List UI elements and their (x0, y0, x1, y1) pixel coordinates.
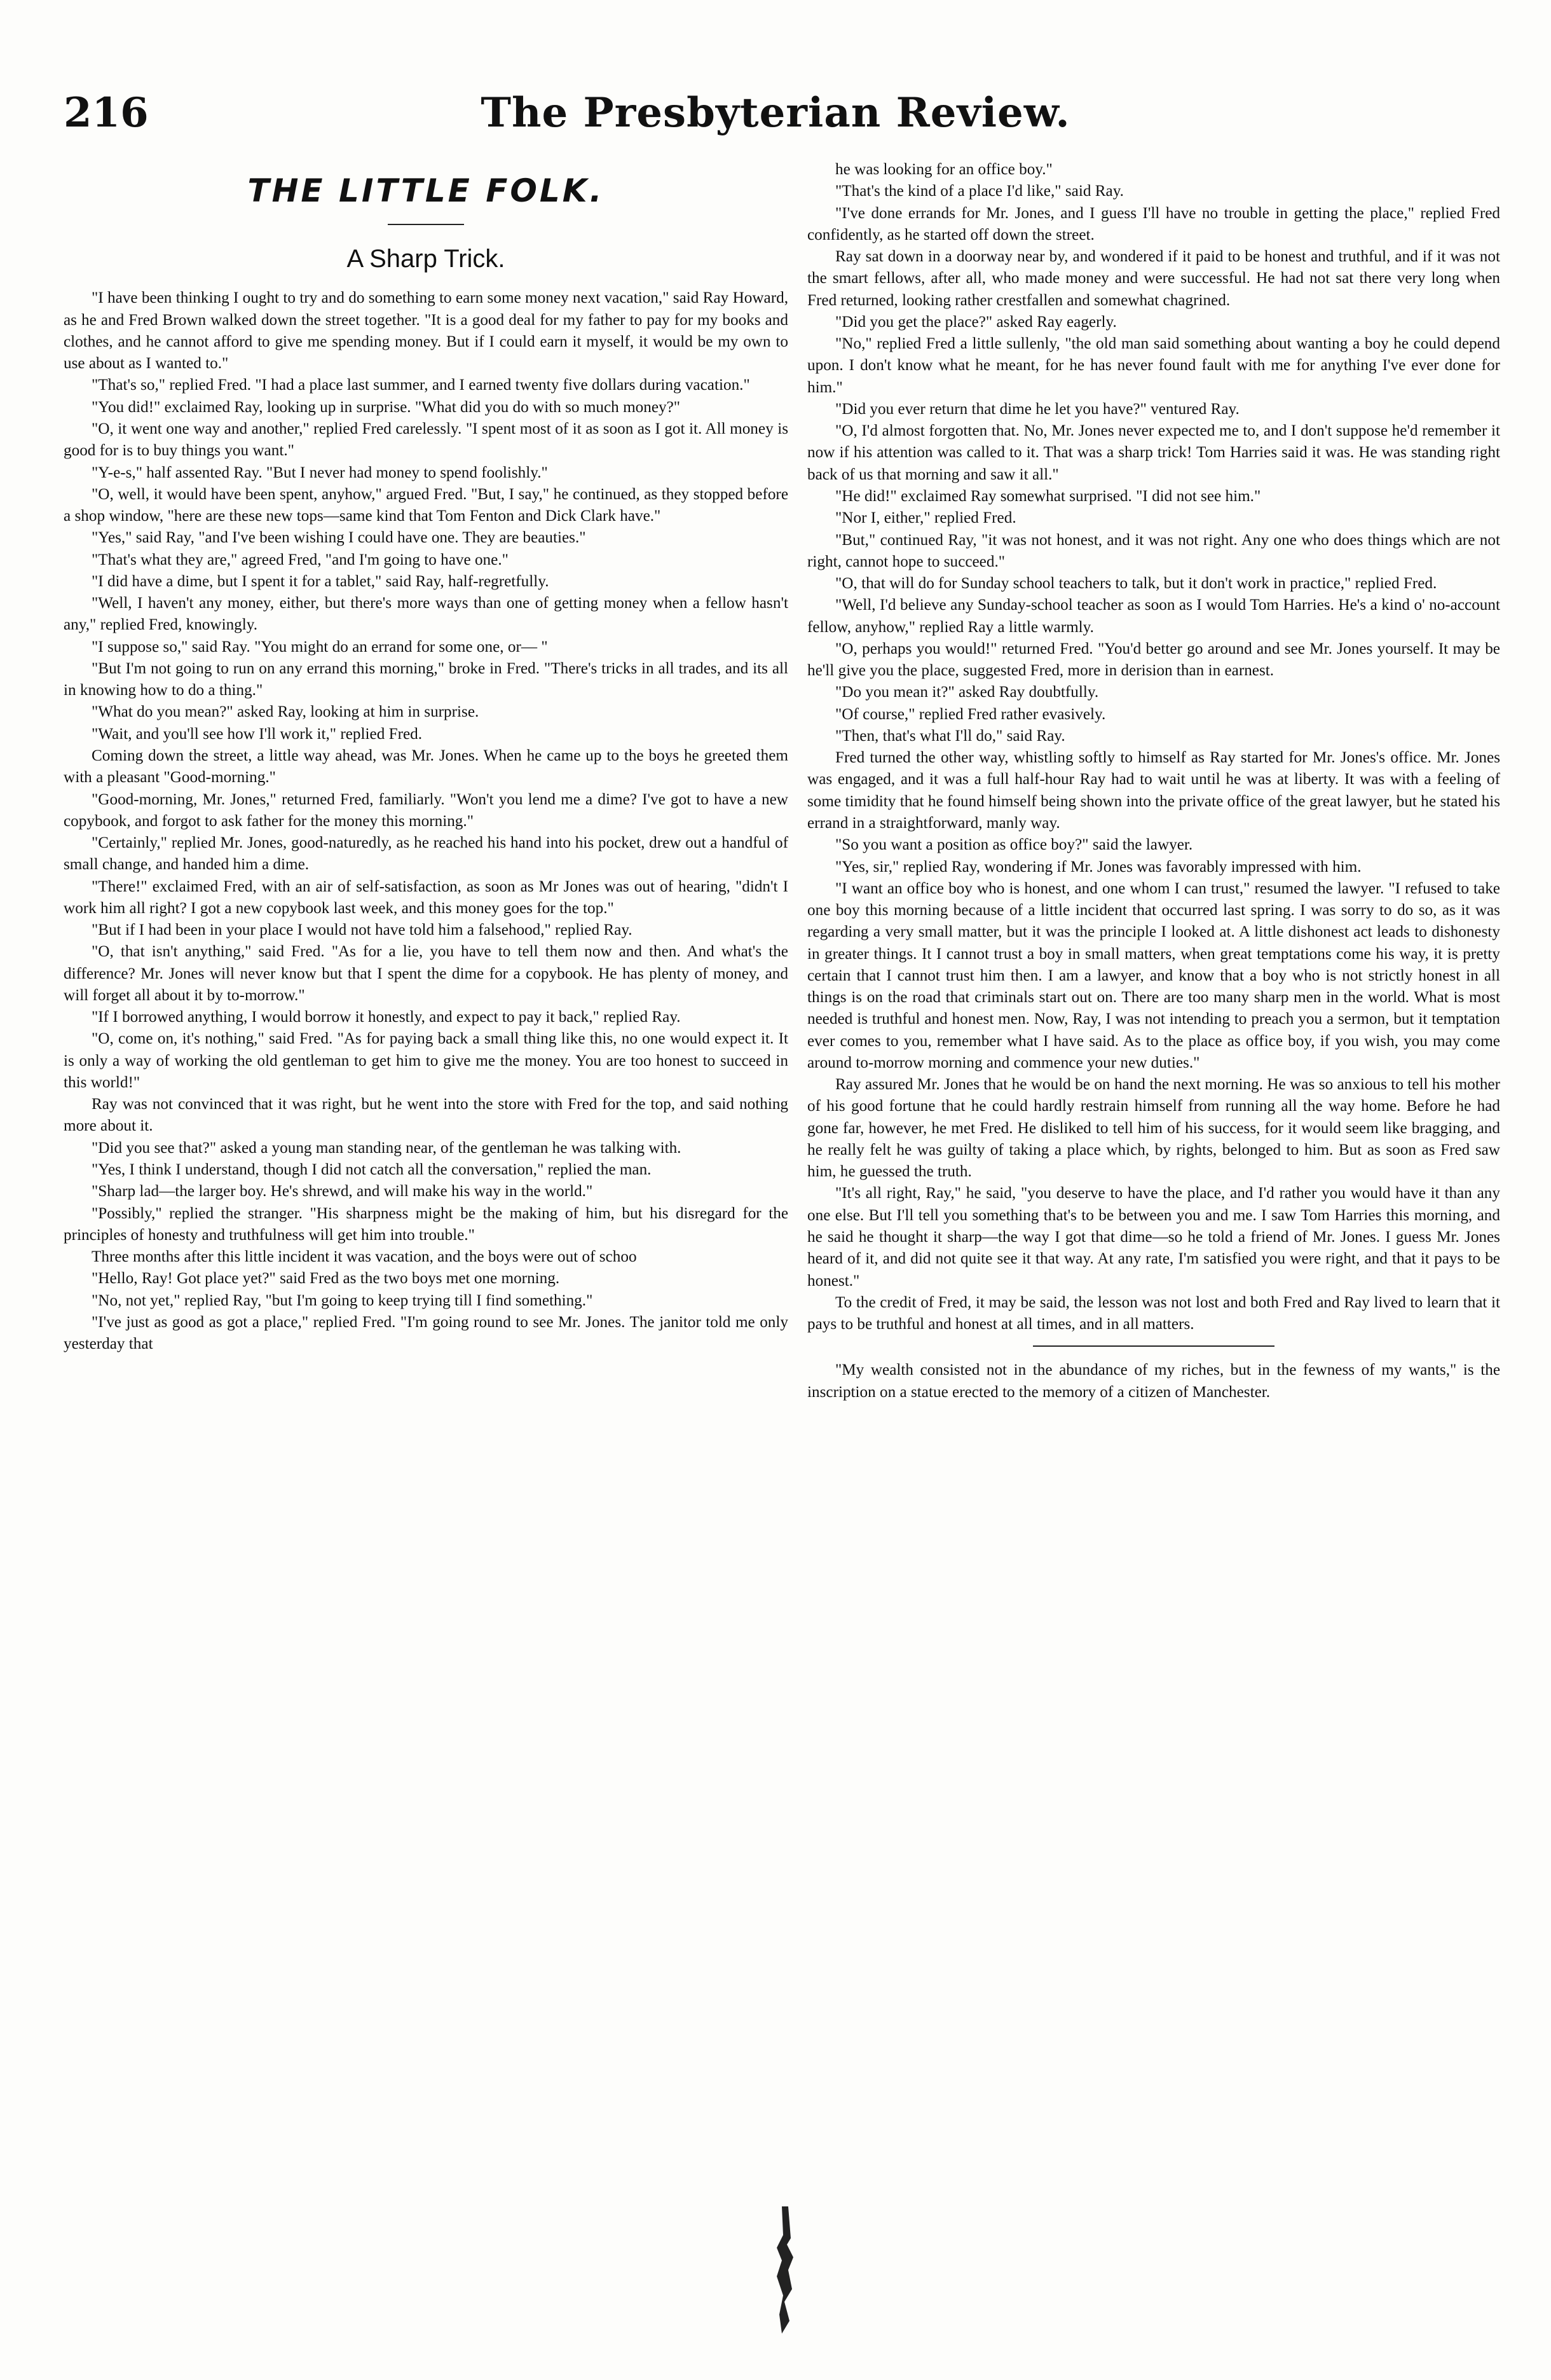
story-paragraph: "Nor I, either," replied Fred. (835, 509, 1016, 527)
story-paragraph: "No," replied Fred a little sullenly, "the old man said something about wanting a boy he could depend upon. I don't know what he meant, for he has never found fault with me for anything I've ever done for him." (807, 335, 1500, 396)
story-paragraph: "I've done errands for Mr. Jones, and I guess I'll have no trouble in getting the place," replied Fred confidently, as he started off down the street. (807, 204, 1500, 244)
story-paragraph: Ray sat down in a doorway near by, and wondered if it paid to be honest and truthful, and if it was not the smart fellows, after all, who made money and were successful. He had not sat there very long when Fred returned, looking rather crestfallen and somewhat chagrined. (807, 248, 1500, 309)
story-paragraph: "Did you ever return that dime he let you have?" ventured Ray. (835, 400, 1240, 418)
story-paragraph: "If I borrowed anything, I would borrow it honestly, and expect to pay it back," replied Ray. (92, 1008, 681, 1026)
left-paragraphs (64, 287, 788, 1355)
story-paragraph: "Good-morning, Mr. Jones," returned Fred, familiarly. "Won't you lend me a dime? I've got to have a new copybook, and forgot to ask father for the money this morning." (64, 790, 788, 830)
story-paragraph: "I have been thinking I ought to try and do something to earn some money next vacation," said Ray Howard, as he and Fred Brown walked down the street together. "It is a good deal for my father to pay for my books and clothes, and he cannot afford to give me spending money. But if I could earn it myself, it would be my own to use about as I wanted to." (64, 289, 788, 373)
story-paragraph: "Hello, Ray! Got place yet?" said Fred as the two boys met one morning. (92, 1270, 560, 1288)
right-paragraphs (807, 159, 1500, 1335)
story-paragraph: "Y-e-s," half assented Ray. "But I never had money to spend foolishly." (92, 464, 548, 481)
story-paragraph: "O, well, it would have been spent, anyhow," argued Fred. "But, I say," he continued, as they stopped before a shop window, "here are these new tops—same kind that Tom Fenton and Dick Clark have." (64, 485, 788, 525)
story-paragraph: "I want an office boy who is honest, and one whom I can trust," resumed the lawyer. "I refused to take one boy this morning because of a little incident that occurred last spring. I was sorry to do so, as it was regarding a very small matter, but it was the principle I looked at. A little dishonest act leads to dishonesty in greater things. It I cannot trust a boy in small matters, when great temptations come his way, it is pretty certain that I cannot trust him then. I am a lawyer, and know that a boy who is not strictly honest in all things is on the road that criminals start out on. There are too many sharp men in the world. What is most needed is truthful and honest men. Now, Ray, I was not intending to preach you a sermon, but it temptation ever comes to you, remember what I have said. As to the place as office boy, if you wish, you may come around to-morrow morning and commence your new duties." (807, 879, 1500, 1071)
story-paragraph: "It's all right, Ray," he said, "you deserve to have the place, and I'd rather you would have it than any one else. But I'll tell you something that's to be between you and me. I saw Tom Harries this morning, and he said he thought it sharp—the way I got that dime—so he told a friend of Mr. Jones. I guess Mr. Jones heard of it, and did not quite see it that way. At any rate, I'm satisfied you were right, and that it pays to be honest." (807, 1185, 1500, 1290)
pointing-hand-ornament-icon (763, 2200, 807, 2340)
story-paragraph: "But if I had been in your place I would not have told him a falsehood," replied Ray. (92, 921, 632, 939)
story-paragraph: "There!" exclaimed Fred, with an air of self-satisfaction, as soon as Mr Jones was out of hearing, "didn't I work him all right? I got a new copybook last week, and this money goes for the top." (64, 877, 788, 917)
story-paragraph: "No, not yet," replied Ray, "but I'm going to keep trying till I find something." (92, 1291, 593, 1309)
story-paragraph: To the credit of Fred, it may be said, the lesson was not lost and both Fred and Ray lived to learn that it pays to be truthful and honest at all times, and in all matters. (807, 1293, 1500, 1333)
story-paragraph: "Do you mean it?" asked Ray doubtfully. (835, 684, 1099, 701)
story-paragraph: "Of course," replied Fred rather evasively. (835, 705, 1106, 723)
story-paragraph: "But I'm not going to run on any errand this morning," broke in Fred. "There's tricks in all trades, and its all in knowing how to do a thing." (64, 659, 788, 699)
story-paragraph: "Did you see that?" asked a young man standing near, of the gentleman he was talking with. (92, 1139, 681, 1157)
story-paragraph: "He did!" exclaimed Ray somewhat surprised. "I did not see him." (835, 487, 1261, 505)
story-paragraph: "Certainly," replied Mr. Jones, good-naturedly, as he reached his hand into his pocket, drew out a handful of small change, and handed him a dime. (64, 834, 788, 874)
story-paragraph: "Did you get the place?" asked Ray eagerly. (835, 313, 1117, 331)
page-header (64, 89, 1487, 146)
story-paragraph: "That's what they are," agreed Fred, "and I'm going to have one." (92, 551, 509, 568)
story-paragraph: "Yes, sir," replied Ray, wondering if Mr. Jones was favorably impressed with him. (835, 858, 1362, 876)
story-paragraph: he was looking for an office boy." (835, 161, 1053, 178)
story-paragraph: "Possibly," replied the stranger. "His sharpness might be the making of him, but his disregard for the principles of honesty and truthfulness will get him into trouble." (64, 1204, 788, 1244)
manchester-quote: "My wealth consisted not in the abundance of my riches, but in the fewness of my wants," is the inscription on a statue erected to the memory of a citizen of Manchester. (807, 1361, 1500, 1401)
story-paragraph: "But," continued Ray, "it was not honest, and it was not right. Any one who does things which are not right, cannot hope to succeed." (807, 531, 1500, 570)
story-paragraph: "O, come on, it's nothing," said Fred. "As for paying back a small thing like this, no one would expect it. It is only a way of working the old gentleman to get him to give me the money. You are too honest to succeed in this world!" (64, 1030, 788, 1091)
story-paragraph: Ray was not convinced that it was right, but he went into the store with Fred for the top, and said nothing more about it. (64, 1096, 788, 1135)
right-column (807, 159, 1500, 1403)
story-paragraph: "You did!" exclaimed Ray, looking up in surprise. "What did you do with so much money?" (92, 398, 681, 416)
story-paragraph: "That's so," replied Fred. "I had a place last summer, and I earned twenty five dollars during vacation." (92, 376, 750, 394)
story-paragraph: "What do you mean?" asked Ray, looking at him in surprise. (92, 703, 479, 721)
section-rule (388, 224, 464, 225)
story-title: A Sharp Trick. (346, 245, 505, 273)
story-paragraph: "I've just as good as got a place," replied Fred. "I'm going round to see Mr. Jones. The janitor told me only yesterday that (64, 1313, 788, 1353)
article-separator (1033, 1345, 1274, 1347)
story-paragraph: "I did have a dime, but I spent it for a tablet," said Ray, half-regretfully. (92, 572, 549, 590)
left-column (64, 159, 788, 1355)
story-paragraph: "Wait, and you'll see how I'll work it," replied Fred. (92, 725, 423, 743)
story-paragraph: Three months after this little incident it was vacation, and the boys were out of schoo (92, 1248, 637, 1266)
story-paragraph: Fred turned the other way, whistling softly to himself as Ray started for Mr. Jones's office. Mr. Jones was engaged, and it was a full half-hour Ray had to wait until he was at liberty. It was with a feeling of some timidity that he found himself being shown into the private office of the great lawyer, but he stated his errand in a straightforward, manly way. (807, 749, 1500, 832)
section-title: THE LITTLE FOLK. (247, 172, 605, 209)
page-number: 216 (64, 89, 149, 137)
story-paragraph: "Yes, I think I understand, though I did not catch all the conversation," replied the man. (92, 1161, 652, 1179)
story-paragraph: "Yes," said Ray, "and I've been wishing I could have one. They are beauties." (92, 529, 586, 547)
story-paragraph: "Well, I'd believe any Sunday-school teacher as soon as I would Tom Harries. He's a kind o' no-account fellow, anyhow," replied Ray a little warmly. (807, 596, 1500, 636)
story-paragraph: "O, perhaps you would!" returned Fred. "You'd better go around and see Mr. Jones yourself. It may be he'll give you the place, suggested Fred, more in derision than in earnest. (807, 640, 1500, 680)
journal-title: The Presbyterian Review. (481, 89, 1070, 137)
story-paragraph: "O, I'd almost forgotten that. No, Mr. Jones never expected me to, and I don't suppose he'd remember it now if his attention was called to it. That was a sharp trick! Tom Harries said it was. He was standing right back of us that morning and saw it all." (807, 422, 1500, 483)
story-paragraph: "O, that isn't anything," said Fred. "As for a lie, you have to tell them now and then. And what's the difference? Mr. Jones will never know but that I spent the dime for a copybook. He has plenty of money, and will forget all about it by to-morrow." (64, 943, 788, 1004)
story-paragraph: "O, that will do for Sunday school teachers to talk, but it don't work in practice," replied Fred. (835, 575, 1437, 593)
story-paragraph: "That's the kind of a place I'd like," said Ray. (835, 182, 1124, 200)
story-paragraph: Coming down the street, a little way ahead, was Mr. Jones. When he came up to the boys he greeted them with a pleasant "Good-morning." (64, 746, 788, 787)
story-paragraph: "So you want a position as office boy?" said the lawyer. (835, 836, 1193, 854)
story-paragraph: "I suppose so," said Ray. "You might do an errand for some one, or— " (92, 638, 548, 656)
story-paragraph: "Well, I haven't any money, either, but there's more ways than one of getting money when a fellow hasn't any," replied Fred, knowingly. (64, 595, 788, 634)
story-paragraph: "Then, that's what I'll do," said Ray. (835, 727, 1065, 745)
story-paragraph: "Sharp lad—the larger boy. He's shrewd, and will make his way in the world." (92, 1183, 593, 1200)
story-paragraph: Ray assured Mr. Jones that he would be on hand the next morning. He was so anxious to tell his mother of his good fortune that he could hardly restrain himself from running all the way home. Before he had gone far, however, he met Fred. He disliked to tell him of his success, for it would seem like bragging, and he really felt he was guilty of taking a place which, by rights, belonged to him. But as soon as Fred saw him, he guessed the truth. (807, 1076, 1500, 1181)
story-paragraph: "O, it went one way and another," replied Fred carelessly. "I spent most of it as soon as I got it. All money is good for is to buy things you want." (64, 420, 788, 460)
